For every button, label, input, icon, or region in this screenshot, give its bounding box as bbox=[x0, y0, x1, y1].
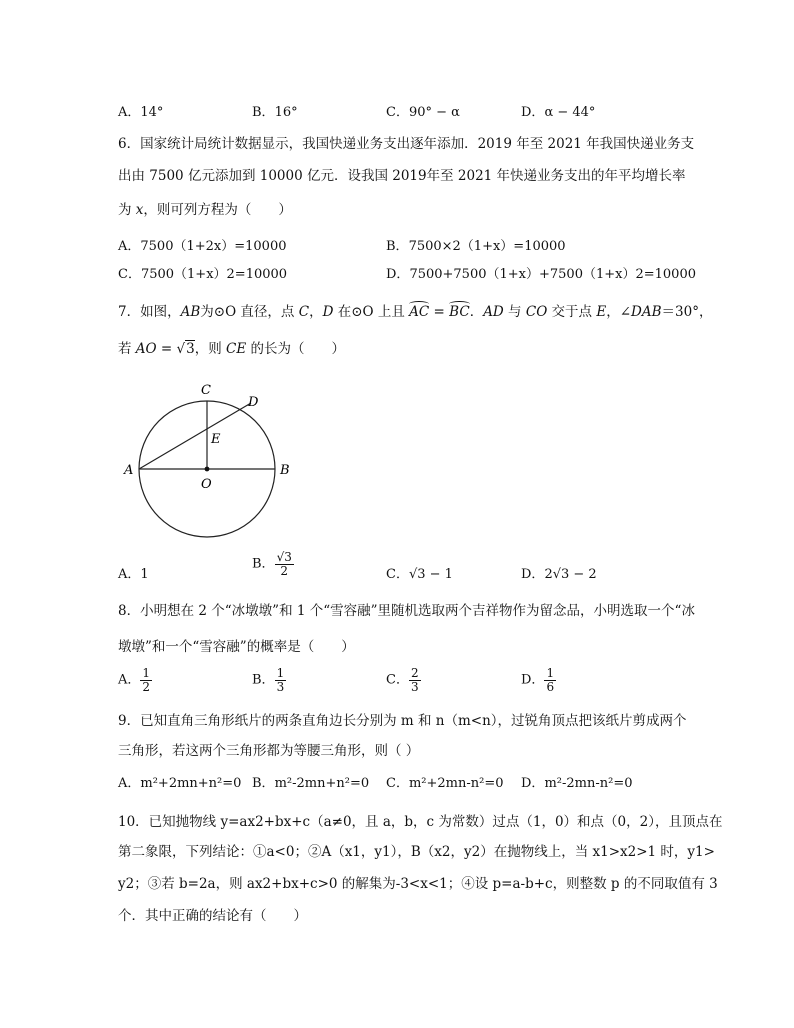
q10-line-4: 个．其中正确的结论有（ ） bbox=[118, 908, 307, 924]
q6-option-d[interactable]: D．7500+7500（1+x）+7500（1+x）2=10000 bbox=[386, 267, 696, 282]
q5-option-a[interactable]: A．14° bbox=[118, 105, 164, 120]
q7-line-1: 7．如图，AB为⊙O 直径，点 C，D 在⊙O 上且 AC = BC．AD 与 CO 交于点 E，∠DAB＝30°， bbox=[118, 304, 713, 320]
label-a: A bbox=[124, 463, 134, 478]
q6-option-b[interactable]: B．7500×2（1+x）=10000 bbox=[386, 239, 566, 254]
q8-line-2: 墩墩”和一个“雪容融”的概率是（ ） bbox=[118, 639, 355, 655]
segment-ad bbox=[139, 403, 251, 469]
arc-ac: AC bbox=[409, 304, 430, 320]
q8-option-d[interactable]: D． $\frac{1}{6}$ bbox=[521, 666, 555, 694]
q7-option-d[interactable]: D．2√3 − 2 bbox=[521, 567, 597, 582]
q9-option-d[interactable]: D．m²-2mn-n²=0 bbox=[521, 776, 633, 791]
q5-option-b[interactable]: B．16° bbox=[252, 105, 298, 120]
q10-line-1: 10．已知抛物线 y=ax2+bx+c（a≠0，且 a，b，c 为常数）过点（1，0）和点（0，2），且顶点在 bbox=[118, 814, 723, 830]
q7-line-2: 若 AO = √3，则 CE 的长为（ ） bbox=[118, 341, 346, 357]
q9-option-a[interactable]: A．m²+2mn+n²=0 bbox=[118, 776, 242, 791]
q5-option-d[interactable]: D．α − 44° bbox=[521, 105, 596, 120]
q10-line-3: y2；③若 b=2a，则 ax2+bx+c>0 的解集为-3<x<1；④设 p=a-b+c，则整数 p 的不同取值有 3 bbox=[118, 876, 718, 892]
q5-option-c[interactable]: C．90° − α bbox=[386, 105, 460, 120]
label-c: C bbox=[201, 383, 211, 398]
q6-line-2: 出由 7500 亿元添加到 10000 亿元．设我国 2019年至 2021 年快递业务支出的年平均增长率 bbox=[118, 168, 686, 184]
circle-figure bbox=[118, 378, 298, 558]
q7-option-b[interactable]: B． $\frac{√3}{2}$ bbox=[252, 550, 292, 578]
label-e: E bbox=[211, 432, 221, 447]
q6-option-a[interactable]: A．7500（1+2x）=10000 bbox=[118, 239, 287, 254]
q6-option-c[interactable]: C．7500（1+x）2=10000 bbox=[118, 267, 288, 282]
q6-line-1: 6．国家统计局统计数据显示，我国快递业务支出逐年添加．2019 年至 2021 年我国快递业务支 bbox=[118, 136, 695, 152]
q8-option-a[interactable]: A． $\frac{1}{2}$ bbox=[118, 666, 151, 694]
q9-option-b[interactable]: B．m²-2mn+n²=0 bbox=[252, 776, 370, 791]
q6-line-3: 为 x，则可列方程为（ ） bbox=[118, 202, 292, 218]
q10-line-2: 第二象限，下列结论：①a<0；②A（x1，y1），B（x2，y2）在抛物线上，当 x1>x2>1 时，y1> bbox=[118, 844, 715, 860]
q9-line-2: 三角形，若这两个三角形都为等腰三角形，则（ ） bbox=[118, 743, 420, 759]
label-o: O bbox=[201, 477, 212, 492]
q9-line-1: 9．已知直角三角形纸片的两条直角边长分别为 m 和 n（m<n），过锐角顶点把该纸片剪成两个 bbox=[118, 713, 687, 729]
label-b: B bbox=[280, 463, 290, 478]
q8-option-b[interactable]: B． $\frac{1}{3}$ bbox=[252, 666, 285, 694]
q9-option-c[interactable]: C．m²+2mn-n²=0 bbox=[386, 776, 504, 791]
arc-bc: BC bbox=[449, 304, 470, 320]
point-o bbox=[205, 467, 210, 472]
q7-option-c[interactable]: C．√3 − 1 bbox=[386, 567, 453, 582]
label-d: D bbox=[248, 395, 259, 410]
q8-option-c[interactable]: C． $\frac{2}{3}$ bbox=[386, 666, 419, 694]
q8-line-1: 8．小明想在 2 个“冰墩墩”和 1 个“雪容融”里随机选取两个吉祥物作为留念品，小明选取一个“冰 bbox=[118, 603, 695, 619]
q7-option-a[interactable]: A．1 bbox=[118, 567, 149, 582]
